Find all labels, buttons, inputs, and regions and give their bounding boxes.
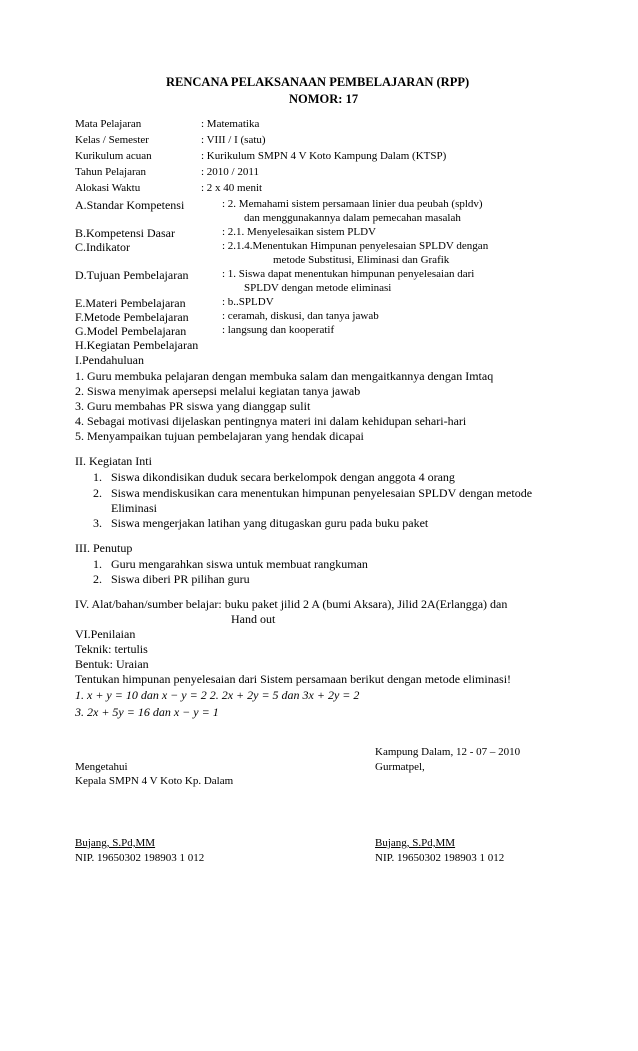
standar-value-cont: dan menggunakannya dalam pemecahan masalah (244, 212, 461, 224)
indikator-label: C.Indikator (75, 240, 130, 254)
identity-value: : 2 x 40 menit (201, 182, 263, 194)
pendahuluan-item: 3. Guru membahas PR siswa yang dianggap sulit (75, 399, 311, 413)
indikator-value: : 2.1.4.Menentukan Himpunan penyelesaian SPLDV dengan (222, 240, 489, 252)
inti-item-text-cont: Eliminasi (111, 501, 157, 515)
identity-value: : Matematika (201, 118, 260, 130)
identity-label: Kelas / Semester (75, 134, 149, 146)
metode-label: F.Metode Pembelajaran (75, 310, 189, 324)
inti-item-number: 2. (93, 486, 102, 500)
pendahuluan-item: 5. Menyampaikan tujuan pembelajaran yang hendak dicapai (75, 429, 364, 443)
indikator-value-cont: metode Substitusi, Eliminasi dan Grafik (273, 254, 450, 266)
inti-item-number: 3. (93, 516, 102, 530)
penutup-item-number: 1. (93, 557, 102, 571)
signature-left-title: Mengetahui (75, 761, 128, 773)
place-date: Kampung Dalam, 12 - 07 – 2010 (375, 746, 521, 758)
signature-left-role: Kepala SMPN 4 V Koto Kp. Dalam (75, 775, 234, 787)
standar-label: A.Standar Kompetensi (75, 198, 185, 212)
metode-value: : ceramah, diskusi, dan tanya jawab (222, 310, 379, 322)
standar-value: : 2. Memahami sistem persamaan linier dua peubah (spldv) (222, 198, 483, 210)
kegiatan-heading: H.Kegiatan Pembelajaran (75, 338, 199, 352)
signature-left-name: Bujang, S.Pd,MM (75, 837, 156, 849)
identity-value: : Kurikulum SMPN 4 V Koto Kampung Dalam (KTSP) (201, 150, 447, 162)
tujuan-value-cont: SPLDV dengan metode eliminasi (244, 282, 392, 294)
alat-bahan-line-cont: Hand out (231, 612, 276, 626)
penutup-item-number: 2. (93, 572, 102, 586)
pendahuluan-item: 4. Sebagai motivasi dijelaskan pentingnya materi ini dalam kehidupan sehari-hari (75, 414, 467, 428)
signature-left-nip: NIP. 19650302 198903 1 012 (75, 852, 205, 864)
inti-item-text: Siswa dikondisikan duduk secara berkelompok dengan anggota 4 orang (111, 470, 455, 484)
document-number: NOMOR: 17 (289, 92, 359, 106)
inti-item-text: Siswa mengerjakan latihan yang ditugaskan guru pada buku paket (111, 516, 429, 530)
pendahuluan-item: 2. Siswa menyimak apersepsi melalui kegiatan tanya jawab (75, 384, 361, 398)
penutup-item-text: Siswa diberi PR pilihan guru (111, 572, 250, 586)
inti-heading: II. Kegiatan Inti (75, 454, 152, 468)
penilaian-bentuk: Bentuk: Uraian (75, 657, 149, 671)
signature-right-nip: NIP. 19650302 198903 1 012 (375, 852, 505, 864)
model-value: : langsung dan kooperatif (222, 324, 335, 336)
identity-label: Alokasi Waktu (75, 182, 141, 194)
pendahuluan-item: 1. Guru membuka pelajaran dengan membuka salam dan mengaitkannya dengan Imtaq (75, 369, 494, 383)
kompetensi-label: B.Kompetensi Dasar (75, 226, 175, 240)
tujuan-value: : 1. Siswa dapat menentukan himpunan penyelesaian dari (222, 268, 475, 280)
penilaian-instruction: Tentukan himpunan penyelesaian dari Sistem persamaan berikut dengan metode eliminasi! (75, 672, 512, 686)
penilaian-heading: VI.Penilaian (75, 627, 136, 641)
identity-label: Tahun Pelajaran (75, 166, 147, 178)
materi-label: E.Materi Pembelajaran (75, 296, 186, 310)
model-label: G.Model Pembelajaran (75, 324, 187, 338)
pendahuluan-heading: I.Pendahuluan (75, 353, 144, 367)
problem-line: 1. x + y = 10 dan x − y = 2 2. 2x + 2y = 5 dan 3x + 2y = 2 (75, 688, 360, 702)
tujuan-label: D.Tujuan Pembelajaran (75, 268, 189, 282)
identity-label: Mata Pelajaran (75, 118, 142, 130)
penutup-heading: III. Penutup (75, 541, 133, 555)
signature-right-role: Gurmatpel, (375, 761, 425, 773)
penilaian-teknik: Teknik: tertulis (75, 642, 148, 656)
document-title: RENCANA PELAKSANAAN PEMBELAJARAN (RPP) (166, 75, 470, 89)
inti-item-text: Siswa mendiskusikan cara menentukan himpunan penyelesaian SPLDV dengan metode (111, 486, 533, 500)
identity-value: : VIII / I (satu) (201, 134, 266, 146)
alat-bahan-line: IV. Alat/bahan/sumber belajar: buku paket jilid 2 A (bumi Aksara), Jilid 2A(Erlangga) dan (75, 597, 508, 611)
kompetensi-value: : 2.1. Menyelesaikan sistem PLDV (222, 226, 376, 238)
identity-value: : 2010 / 2011 (201, 166, 259, 178)
signature-right-name: Bujang, S.Pd,MM (375, 837, 456, 849)
inti-item-number: 1. (93, 470, 102, 484)
penutup-item-text: Guru mengarahkan siswa untuk membuat rangkuman (111, 557, 368, 571)
materi-value: : b..SPLDV (222, 296, 274, 308)
problem-line: 3. 2x + 5y = 16 dan x − y = 1 (75, 705, 219, 719)
identity-label: Kurikulum acuan (75, 150, 152, 162)
